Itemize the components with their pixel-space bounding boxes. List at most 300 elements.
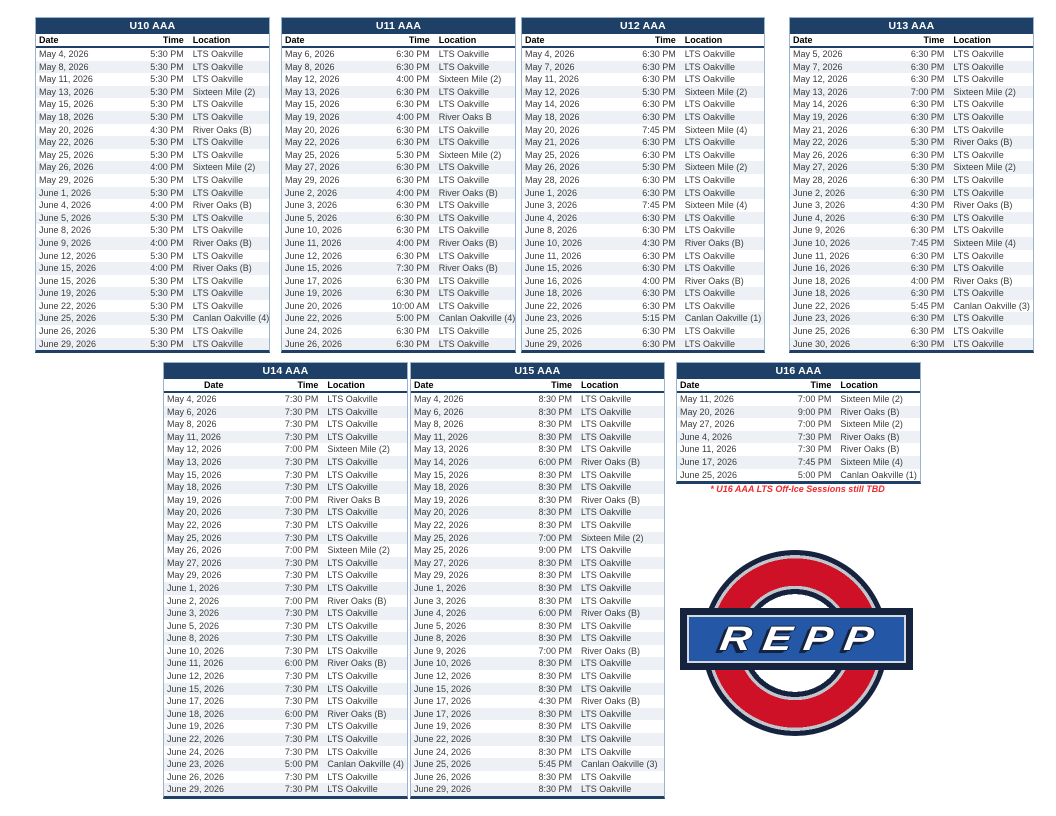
time-cell: 7:30 PM [284,431,319,442]
location-cell: LTS Oakville [580,570,632,581]
time-cell: 7:30 PM [396,263,430,274]
schedule-row [282,237,515,250]
location-cell: LTS Oakville [192,149,244,160]
date-cell: June 15, 2026 [414,683,472,694]
schedule-row [282,199,515,212]
date-cell: June 26, 2026 [414,771,472,782]
time-cell: 7:45 PM [797,456,832,467]
date-cell: June 15, 2026 [39,263,97,274]
time-cell: 6:30 PM [396,326,430,337]
location-cell: LTS Oakville [192,174,244,185]
location-cell: LTS Oakville [580,482,632,493]
date-cell: June 12, 2026 [414,671,472,682]
date-cell: June 11, 2026 [680,444,737,455]
schedule-row [164,532,407,545]
col-header-location: Location [436,34,515,47]
location-cell: LTS Oakville [438,288,490,299]
time-cell: 6:30 PM [910,288,945,299]
location-cell: LTS Oakville [327,746,378,757]
col-header-date: Date [164,379,264,392]
date-cell: May 29, 2026 [39,174,94,185]
location-cell: LTS Oakville [192,49,244,59]
time-cell: 7:45 PM [642,200,676,211]
schedule-row [790,199,1033,212]
date-cell: May 5, 2026 [793,49,843,59]
time-cell: 8:30 PM [538,469,572,480]
date-cell: June 18, 2026 [525,288,583,299]
date-cell: May 15, 2026 [167,469,222,480]
date-cell: June 11, 2026 [525,250,582,261]
date-cell: June 26, 2026 [285,338,343,349]
time-cell: 7:30 PM [284,469,319,480]
time-cell: 6:30 PM [396,86,430,97]
date-cell: May 15, 2026 [285,99,340,110]
location-cell: River Oaks (B) [953,137,1013,148]
location-cell: Sixteen Mile (2) [192,86,256,97]
date-cell: May 25, 2026 [285,149,340,160]
schedule-row [522,338,764,351]
schedule-row [411,783,664,796]
time-cell: 5:30 PM [150,288,184,299]
schedule-row [790,237,1033,250]
date-cell: June 24, 2026 [285,326,343,337]
location-cell: LTS Oakville [580,406,632,417]
date-cell: May 29, 2026 [285,174,340,185]
date-cell: June 16, 2026 [793,263,851,274]
date-cell: May 22, 2026 [414,519,469,530]
schedule-grid [36,34,269,350]
date-cell: June 19, 2026 [285,288,343,299]
time-cell: 6:30 PM [396,212,430,223]
time-cell: 7:00 PM [910,86,945,97]
location-cell: Sixteen Mile (4) [840,456,903,467]
schedule-row [36,61,269,74]
date-cell: June 23, 2026 [167,759,225,770]
location-cell: LTS Oakville [327,406,378,417]
date-cell: May 20, 2026 [285,124,340,135]
schedule-row [282,338,515,351]
time-cell: 7:00 PM [797,419,832,430]
location-cell: LTS Oakville [580,671,632,682]
time-cell: 6:30 PM [910,338,945,349]
date-cell: May 4, 2026 [167,394,217,404]
date-cell: May 18, 2026 [525,111,580,122]
time-cell: 6:30 PM [910,149,945,160]
date-cell: May 29, 2026 [167,570,222,581]
time-cell: 7:30 PM [284,784,319,795]
date-cell: June 10, 2026 [793,237,851,248]
schedule-row [411,645,664,658]
date-cell: May 20, 2026 [167,507,222,518]
location-cell: LTS Oakville [953,149,1004,160]
schedule-row [677,418,920,431]
schedule-row [282,136,515,149]
date-cell: June 17, 2026 [285,275,343,286]
location-cell: LTS Oakville [327,431,378,442]
schedule-row [677,431,920,444]
schedule-row [164,481,407,494]
date-cell: May 11, 2026 [525,74,579,85]
schedule-row [164,582,407,595]
date-cell: May 22, 2026 [285,137,340,148]
schedule-row [411,771,664,784]
location-cell: LTS Oakville [438,86,490,97]
date-cell: June 23, 2026 [793,313,851,324]
location-cell: LTS Oakville [684,250,736,261]
repp-logo-banner [680,608,913,670]
location-cell: River Oaks B [438,111,492,122]
time-cell: 4:00 PM [910,275,945,286]
time-cell: 8:30 PM [538,482,572,493]
location-cell: LTS Oakville [580,545,632,556]
time-cell: 7:00 PM [284,595,319,606]
date-cell: June 19, 2026 [39,288,97,299]
time-cell: 5:30 PM [150,49,184,59]
time-cell: 7:30 PM [284,456,319,467]
time-cell: 9:00 PM [797,406,832,417]
location-cell: Canlan Oakville (1) [684,313,762,324]
schedule-row [282,149,515,162]
time-cell: 5:45 PM [538,759,572,770]
time-cell: 5:30 PM [150,99,184,110]
time-cell: 7:30 PM [284,519,319,530]
location-cell: River Oaks (B) [684,237,744,248]
date-cell: May 25, 2026 [525,149,580,160]
schedule-row [411,406,664,419]
date-cell: June 1, 2026 [39,187,92,198]
schedule-row [790,250,1033,263]
time-cell: 8:30 PM [538,394,572,404]
date-cell: May 26, 2026 [525,162,580,173]
time-cell: 9:00 PM [538,545,572,556]
schedule-row [411,758,664,771]
date-cell: June 3, 2026 [285,200,338,211]
location-cell: Canlan Oakville (1) [840,469,917,480]
date-cell: May 11, 2026 [167,431,221,442]
time-cell: 6:00 PM [284,658,319,669]
date-cell: May 28, 2026 [793,174,848,185]
date-cell: May 25, 2026 [414,545,469,556]
date-cell: June 4, 2026 [39,200,92,211]
date-cell: May 11, 2026 [39,74,93,85]
date-cell: May 7, 2026 [793,61,843,72]
date-cell: May 14, 2026 [414,456,469,467]
location-cell: Sixteen Mile (2) [327,545,390,556]
date-cell: June 17, 2026 [414,696,472,707]
schedule-row [522,312,764,325]
schedule-row [790,312,1033,325]
schedule-row [282,73,515,86]
time-cell: 4:30 PM [910,200,945,211]
time-cell: 6:30 PM [396,137,430,148]
date-cell: June 12, 2026 [285,250,343,261]
schedule-row [36,47,269,61]
location-cell: LTS Oakville [580,595,632,606]
date-cell: June 11, 2026 [793,250,850,261]
date-cell: May 15, 2026 [414,469,469,480]
location-cell: LTS Oakville [953,326,1004,337]
date-cell: May 11, 2026 [414,431,468,442]
time-cell: 4:00 PM [150,200,184,211]
date-cell: May 19, 2026 [167,494,222,505]
location-cell: Sixteen Mile (2) [192,162,256,173]
date-cell: June 10, 2026 [167,645,225,656]
time-cell: 6:30 PM [642,74,676,85]
schedule-row [411,695,664,708]
schedule-row [282,312,515,325]
date-cell: June 10, 2026 [285,225,343,236]
location-cell: River Oaks (B) [192,200,252,211]
date-cell: June 26, 2026 [39,326,97,337]
schedule-row [522,275,764,288]
schedule-row [164,746,407,759]
location-cell: LTS Oakville [192,74,244,85]
schedule-row [36,111,269,124]
date-cell: May 13, 2026 [285,86,340,97]
schedule-row [411,670,664,683]
time-cell: 8:30 PM [538,658,572,669]
time-cell: 5:30 PM [150,74,184,85]
time-cell: 8:30 PM [538,771,572,782]
schedule-table-u12 [521,17,765,353]
date-cell: June 4, 2026 [414,608,467,619]
time-cell: 7:45 PM [910,237,945,248]
location-cell: LTS Oakville [580,784,632,795]
location-cell: Sixteen Mile (2) [327,444,390,455]
time-cell: 8:30 PM [538,734,572,745]
col-header-date: Date [36,34,132,47]
schedule-row [164,519,407,532]
date-cell: June 22, 2026 [525,300,583,311]
schedule-row [522,73,764,86]
time-cell: 8:30 PM [538,582,572,593]
location-cell: Sixteen Mile (2) [438,149,502,160]
time-cell: 6:30 PM [396,174,430,185]
schedule-row [164,670,407,683]
time-cell: 7:30 PM [797,431,832,442]
schedule-row [164,758,407,771]
location-cell: LTS Oakville [580,469,632,480]
schedule-row [282,161,515,174]
date-cell: June 15, 2026 [167,683,225,694]
schedule-row [411,569,664,582]
schedule-row [522,136,764,149]
time-cell: 10:00 AM [391,300,430,311]
date-cell: June 9, 2026 [39,237,92,248]
time-cell: 6:30 PM [396,99,430,110]
schedule-row [411,494,664,507]
time-cell: 6:30 PM [910,313,945,324]
date-cell: June 18, 2026 [793,288,851,299]
schedule-row [282,224,515,237]
location-cell: LTS Oakville [192,326,244,337]
schedule-row [164,595,407,608]
date-cell: June 20, 2026 [285,300,343,311]
time-cell: 5:30 PM [396,149,430,160]
time-cell: 5:30 PM [150,225,184,236]
location-cell: River Oaks (B) [327,595,387,606]
schedule-row [36,124,269,137]
col-header-location: Location [324,379,407,392]
date-cell: May 15, 2026 [39,99,94,110]
date-cell: June 4, 2026 [793,212,846,223]
time-cell: 5:30 PM [150,174,184,185]
col-header-time: Time [515,379,578,392]
schedule-row [36,250,269,263]
date-cell: June 26, 2026 [167,771,225,782]
schedule-row [790,287,1033,300]
date-cell: May 26, 2026 [39,162,94,173]
date-cell: June 3, 2026 [167,608,220,619]
date-cell: June 25, 2026 [525,326,583,337]
location-cell: LTS Oakville [327,633,378,644]
time-cell: 5:00 PM [797,469,832,480]
location-cell: LTS Oakville [684,263,736,274]
location-cell: River Oaks (B) [438,237,498,248]
location-cell: LTS Oakville [438,338,490,349]
schedule-row [164,657,407,670]
schedule-row [411,620,664,633]
time-cell: 8:30 PM [538,683,572,694]
location-cell: Canlan Oakville (4) [438,313,515,324]
location-cell: LTS Oakville [580,708,632,719]
location-cell: LTS Oakville [192,99,244,110]
time-cell: 5:30 PM [150,250,184,261]
time-cell: 7:30 PM [284,582,319,593]
date-cell: May 28, 2026 [525,174,580,185]
schedule-row [790,149,1033,162]
time-cell: 8:30 PM [538,671,572,682]
schedule-row [36,262,269,275]
time-cell: 6:30 PM [910,124,945,135]
time-cell: 6:30 PM [642,288,676,299]
date-cell: May 25, 2026 [414,532,469,543]
date-cell: May 20, 2026 [525,124,580,135]
date-cell: June 1, 2026 [167,582,220,593]
time-cell: 5:30 PM [150,275,184,286]
location-cell: River Oaks (B) [953,200,1013,211]
schedule-row [411,557,664,570]
time-cell: 5:30 PM [150,313,184,324]
schedule-row [411,532,664,545]
location-cell: LTS Oakville [438,250,490,261]
time-cell: 6:30 PM [642,187,676,198]
schedule-row [282,47,515,61]
location-cell: LTS Oakville [684,111,736,122]
schedule-row [36,338,269,351]
col-header-location: Location [837,379,920,392]
date-cell: June 5, 2026 [167,620,220,631]
time-cell: 7:30 PM [797,444,832,455]
location-cell: River Oaks (B) [580,645,640,656]
schedule-row [522,262,764,275]
schedule-row [677,469,920,482]
schedule-row [164,607,407,620]
schedule-row [164,708,407,721]
location-cell: LTS Oakville [327,570,378,581]
col-header-location: Location [950,34,1033,47]
location-cell: River Oaks (B) [840,444,900,455]
location-cell: LTS Oakville [953,338,1004,349]
time-cell: 4:00 PM [396,187,430,198]
schedule-row [522,187,764,200]
schedule-table-u10 [35,17,270,353]
location-cell: River Oaks (B) [438,187,498,198]
col-header-date: Date [411,379,515,392]
schedule-row [282,61,515,74]
location-cell: River Oaks B [327,494,381,505]
date-cell: May 21, 2026 [793,124,848,135]
location-cell: LTS Oakville [684,149,736,160]
schedule-row [522,224,764,237]
location-cell: LTS Oakville [438,225,490,236]
location-cell: LTS Oakville [327,721,378,732]
time-cell: 4:00 PM [396,237,430,248]
date-cell: June 11, 2026 [167,658,224,669]
schedule-row [790,124,1033,137]
date-cell: June 2, 2026 [167,595,220,606]
location-cell: LTS Oakville [580,519,632,530]
time-cell: 6:30 PM [396,250,430,261]
location-cell: LTS Oakville [327,419,378,430]
schedule-row [164,620,407,633]
time-cell: 6:30 PM [642,137,676,148]
table-title-u15: U15 AAA [411,363,664,379]
date-cell: June 2, 2026 [285,187,338,198]
date-cell: June 3, 2026 [793,200,846,211]
location-cell: LTS Oakville [684,212,736,223]
location-cell: LTS Oakville [327,784,378,795]
location-cell: LTS Oakville [953,111,1004,122]
time-cell: 4:00 PM [150,162,184,173]
location-cell: LTS Oakville [580,557,632,568]
time-cell: 7:30 PM [284,683,319,694]
date-cell: May 7, 2026 [525,61,575,72]
date-cell: June 18, 2026 [167,708,225,719]
location-cell: Sixteen Mile (4) [684,200,748,211]
schedule-row [411,720,664,733]
schedule-table-u11 [281,17,516,353]
schedule-row [522,325,764,338]
time-cell: 6:30 PM [910,263,945,274]
schedule-row [411,708,664,721]
date-cell: May 20, 2026 [680,406,735,417]
location-cell: LTS Oakville [580,620,632,631]
location-cell: LTS Oakville [327,507,378,518]
location-cell: LTS Oakville [953,313,1004,324]
schedule-row [790,187,1033,200]
col-header-location: Location [190,34,269,47]
time-cell: 8:30 PM [538,620,572,631]
schedule-row [411,746,664,759]
schedule-row [36,275,269,288]
location-cell: LTS Oakville [953,288,1004,299]
schedule-row [164,720,407,733]
schedule-grid [677,379,920,481]
schedule-row [790,61,1033,74]
schedule-row [36,187,269,200]
date-cell: June 12, 2026 [167,671,225,682]
schedule-row [790,161,1033,174]
location-cell: LTS Oakville [953,61,1004,72]
date-cell: May 29, 2026 [414,570,469,581]
date-cell: June 25, 2026 [680,469,738,480]
location-cell: LTS Oakville [580,683,632,694]
date-cell: June 24, 2026 [167,746,225,757]
time-cell: 7:30 PM [284,671,319,682]
time-cell: 4:00 PM [150,237,184,248]
col-header-date: Date [282,34,378,47]
